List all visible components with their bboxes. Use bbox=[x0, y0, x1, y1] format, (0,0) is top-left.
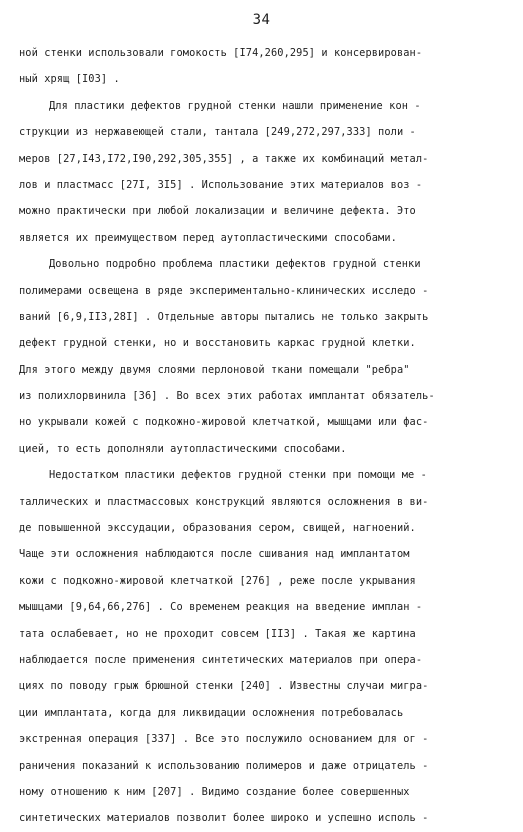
text-line: Довольно подробно проблема пластики дефектов грудной стенки bbox=[49, 258, 421, 271]
text-line: циях по поводу грыж брюшной стенки [240] . Известны случаи мигра- bbox=[19, 680, 429, 693]
text-line: синтетических материалов позволит более широко и успешно исполь - bbox=[19, 812, 429, 825]
text-line: мышцами [9,64,66,276] . Со временем реакция на введение имплан - bbox=[19, 601, 423, 614]
text-line: ному отношению к ним [207] . Видимо создание более совершенных bbox=[19, 785, 410, 798]
text-line: можно практически при любой локализации и величине дефекта. Это bbox=[19, 205, 416, 218]
text-line: раничения показаний к использованию полимеров и даже отрицатель - bbox=[19, 759, 429, 772]
text-line: но укрывали кожей с подкожно-жировой клетчаткой, мышцами или фас- bbox=[19, 416, 429, 429]
text-line: тата ослабевает, но не проходит совсем [II3] . Такая же картина bbox=[19, 627, 416, 640]
text-line: полимерами освещена в ряде экспериментально-клинических исследо - bbox=[19, 284, 429, 297]
text-line: Для этого между двумя слоями перлоновой ткани помещали "ребра" bbox=[19, 363, 410, 376]
text-line: ваний [6,9,II3,28I] . Отдельные авторы пытались не только закрыть bbox=[19, 310, 429, 323]
text-line: таллических и пластмассовых конструкций являются осложнения в ви- bbox=[19, 495, 429, 508]
text-line: де повышенной экссудации, образования сером, свищей, нагноений. bbox=[19, 522, 416, 535]
page-number: 34 bbox=[252, 12, 271, 28]
text-line: Для пластики дефектов грудной стенки нашли применение кон - bbox=[49, 99, 421, 112]
text-line: ной стенки использовали гомокость [I74,260,295] и консервирован- bbox=[19, 47, 423, 59]
text-line: кожи с подкожно-жировой клетчаткой [276] , реже после укрывания bbox=[19, 574, 416, 587]
text-line: является их преимуществом перед аутопластическими способами. bbox=[19, 231, 397, 244]
text-line: Недостатком пластики дефектов грудной стенки при помощи ме - bbox=[49, 469, 427, 482]
text-line: дефект грудной стенки, но и восстановить каркас грудной клетки. bbox=[19, 337, 416, 350]
text-line: ции имплантата, когда для ликвидации осложнения потребовалась bbox=[19, 706, 404, 719]
text-line: ный хрящ [I03] . bbox=[19, 73, 120, 86]
text-line: Чаще эти осложнения наблюдаются после сшивания над имплантатом bbox=[19, 548, 410, 561]
text-line: струкции из нержавеющей стали, тантала [249,272,297,333] поли - bbox=[19, 126, 416, 139]
text-line: лов и пластмасс [27I, 3I5] . Использование этих материалов воз - bbox=[19, 178, 423, 191]
text-line: из полихлорвинила [36] . Во всех этих работах имплантат обязатель- bbox=[19, 390, 435, 403]
text-line: цией, то есть дополняли аутопластическими способами. bbox=[19, 442, 347, 455]
text-line: меров [27,I43,I72,I90,292,305,355] , а также их комбинаций метал- bbox=[19, 152, 429, 165]
text-line: экстренная операция [337] . Все это послужило основанием для ог - bbox=[19, 733, 429, 746]
text-line: наблюдается после применения синтетических материалов при опера- bbox=[19, 653, 423, 666]
document-body bbox=[19, 40, 511, 832]
